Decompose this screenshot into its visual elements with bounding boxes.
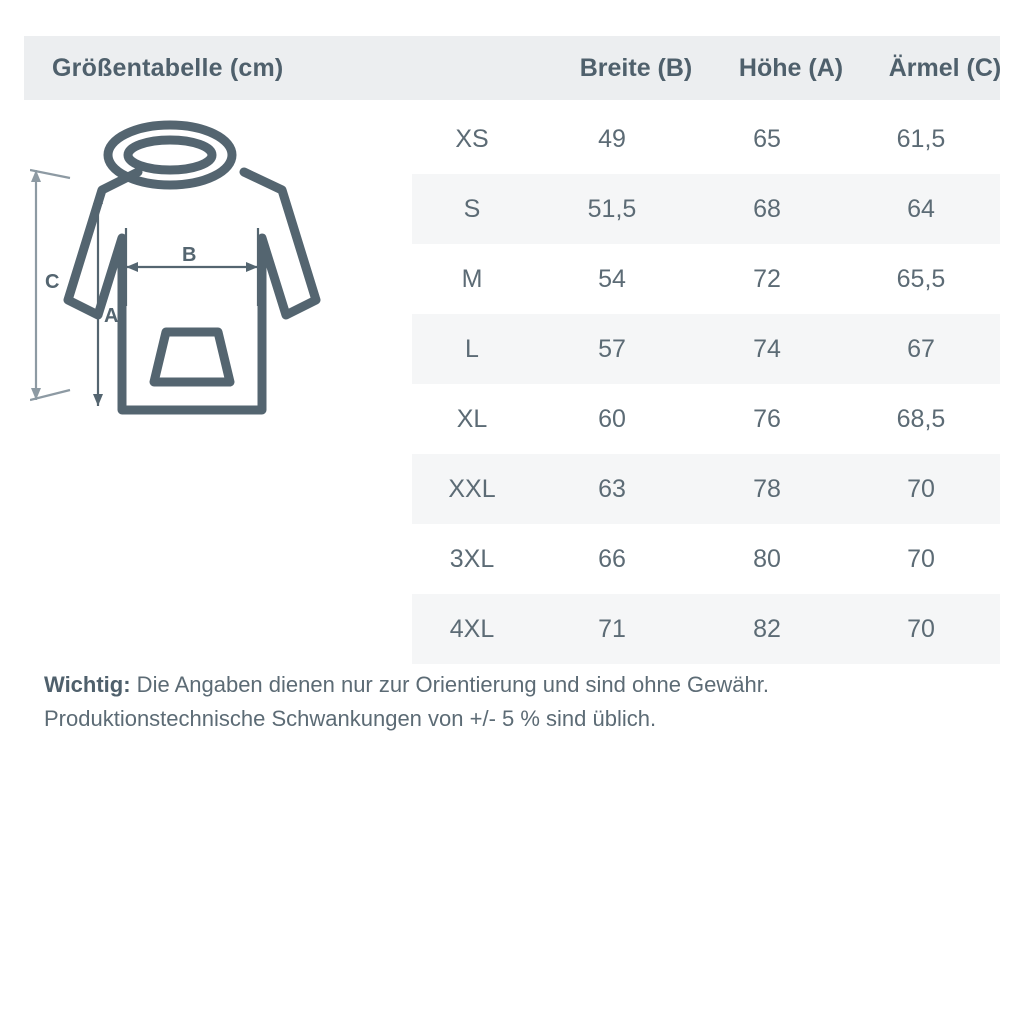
cell-sleeve: 67 bbox=[907, 334, 935, 363]
table-row bbox=[412, 244, 1000, 314]
cell-width: 57 bbox=[598, 334, 626, 363]
column-header-height: Höhe (A) bbox=[738, 53, 844, 82]
cell-sleeve: 70 bbox=[907, 474, 935, 503]
cell-size: L bbox=[465, 334, 479, 363]
cell-height: 80 bbox=[753, 544, 781, 573]
cell-width: 60 bbox=[598, 404, 626, 433]
table-row bbox=[412, 384, 1000, 454]
cell-width: 49 bbox=[598, 124, 626, 153]
cell-sleeve: 61,5 bbox=[896, 124, 946, 153]
table-row bbox=[412, 174, 1000, 244]
page-title: Größentabelle (cm) bbox=[52, 53, 284, 82]
column-header-width: Breite (B) bbox=[579, 53, 693, 82]
cell-height: 76 bbox=[753, 404, 781, 433]
table-row bbox=[412, 524, 1000, 594]
disclaimer-note bbox=[44, 668, 994, 736]
table-row bbox=[412, 454, 1000, 524]
table-row bbox=[412, 314, 1000, 384]
cell-size: M bbox=[461, 264, 483, 293]
cell-size: XL bbox=[456, 404, 488, 433]
cell-height: 74 bbox=[753, 334, 781, 363]
cell-width: 63 bbox=[598, 474, 626, 503]
cell-sleeve: 70 bbox=[907, 614, 935, 643]
cell-size: 3XL bbox=[449, 544, 495, 573]
table-row bbox=[412, 104, 1000, 174]
label-sleeve: C bbox=[45, 271, 60, 293]
cell-size: 4XL bbox=[449, 614, 495, 643]
cell-height: 72 bbox=[753, 264, 781, 293]
cell-size: XXL bbox=[448, 474, 496, 503]
size-table-body bbox=[412, 104, 1000, 664]
column-header-sleeve: Ärmel (C) bbox=[888, 53, 1002, 82]
disclaimer-label: Wichtig: bbox=[44, 672, 131, 697]
cell-sleeve: 64 bbox=[907, 194, 935, 223]
cell-height: 82 bbox=[753, 614, 781, 643]
cell-sleeve: 70 bbox=[907, 544, 935, 573]
cell-sleeve: 68,5 bbox=[896, 404, 946, 433]
header-columns bbox=[436, 36, 1024, 100]
cell-width: 66 bbox=[598, 544, 626, 573]
hoodie-measurement-diagram bbox=[30, 110, 410, 460]
cell-width: 51,5 bbox=[587, 194, 637, 223]
cell-width: 71 bbox=[598, 614, 626, 643]
cell-height: 65 bbox=[753, 124, 781, 153]
disclaimer-text: Die Angaben dienen nur zur Orientierung und sind ohne Gewähr. Produktionstechnische Schwankungen von +/- 5 % sind üblich. bbox=[44, 672, 769, 731]
table-header bbox=[24, 36, 1000, 100]
cell-width: 54 bbox=[598, 264, 626, 293]
table-row bbox=[412, 594, 1000, 664]
label-width: B bbox=[182, 244, 197, 266]
cell-size: S bbox=[463, 194, 481, 223]
cell-height: 68 bbox=[753, 194, 781, 223]
cell-size: XS bbox=[455, 124, 489, 153]
cell-height: 78 bbox=[753, 474, 781, 503]
cell-sleeve: 65,5 bbox=[896, 264, 946, 293]
label-height: A bbox=[104, 305, 119, 327]
